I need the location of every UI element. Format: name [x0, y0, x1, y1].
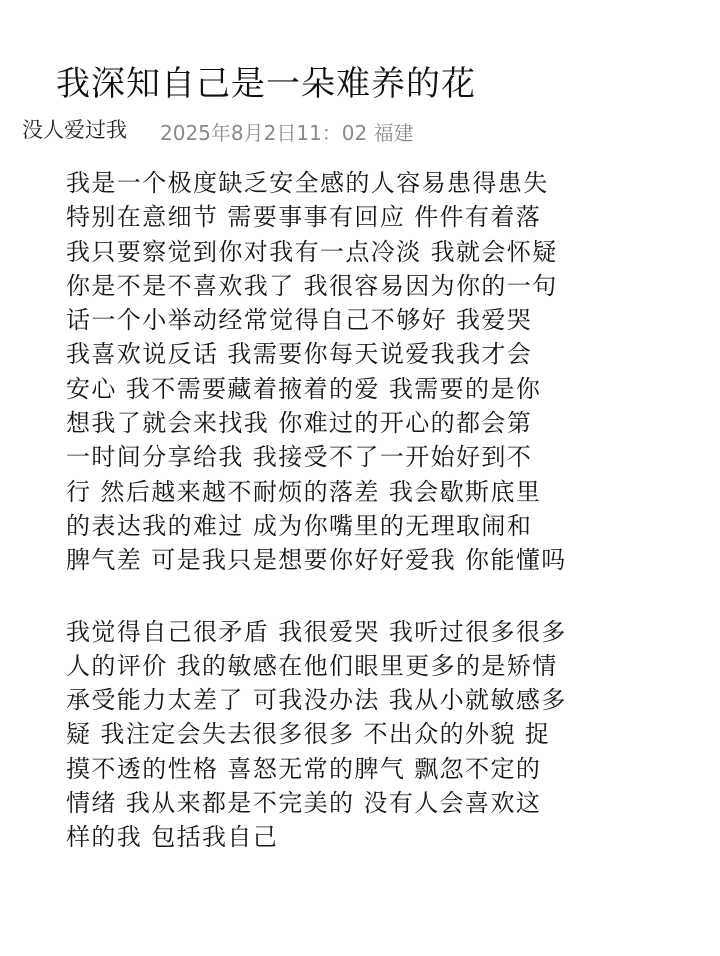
- text-line: 我喜欢说反话 我需要你每天说爱我我才会: [66, 340, 533, 369]
- text-line: 一时间分享给我 我接受不了一开始好到不: [66, 443, 533, 472]
- text-line: 我觉得自己很矛盾 我很爱哭 我听过很多很多: [66, 617, 567, 646]
- text-line: 样的我 包括我自己: [66, 823, 279, 852]
- text-line: 疑 我注定会失去很多很多 不出众的外貌 捉: [66, 720, 551, 749]
- text-line: 安心 我不需要藏着掖着的爱 我需要的是你: [66, 374, 542, 403]
- paragraph-1: [66, 166, 706, 578]
- text-line: 脾气差 可是我只是想要你好好爱我 你能懂吗: [66, 546, 567, 575]
- text-line: 行 然后越来越不耐烦的落差 我会歇斯底里: [66, 477, 542, 506]
- publish-datetime-location: 2025年8月2日11：02 福建: [160, 121, 414, 145]
- text-line: 人的评价 我的敏感在他们眼里更多的是矫情: [66, 651, 558, 680]
- text-line: 特别在意细节 需要事事有回应 件件有着落: [66, 203, 542, 232]
- author-name[interactable]: 没人爱过我: [22, 118, 127, 142]
- text-line: 话一个小举动经常觉得自己不够好 我爱哭: [66, 306, 533, 335]
- text-line: 想我了就会来找我 你难过的开心的都会第: [66, 409, 533, 438]
- paragraph-2: [66, 615, 706, 855]
- text-line: 摸不透的性格 喜怒无常的脾气 飘忽不定的: [66, 754, 542, 783]
- article-body: [66, 166, 706, 855]
- text-line: 情绪 我从来都是不完美的 没有人会喜欢这: [66, 789, 542, 818]
- text-line: 我只要察觉到你对我有一点冷淡 我就会怀疑: [66, 237, 558, 266]
- article-title: 我深知自己是一朵难养的花: [56, 64, 476, 104]
- text-line: 我是一个极度缺乏安全感的人容易患得患失: [66, 169, 549, 197]
- text-line: 你是不是不喜欢我了 我很容易因为你的一句: [66, 271, 558, 300]
- article-meta: [0, 116, 720, 150]
- text-line: 的表达我的难过 成为你嘴里的无理取闹和: [66, 511, 533, 540]
- text-line: 承受能力太差了 可我没办法 我从小就敏感多: [66, 686, 567, 715]
